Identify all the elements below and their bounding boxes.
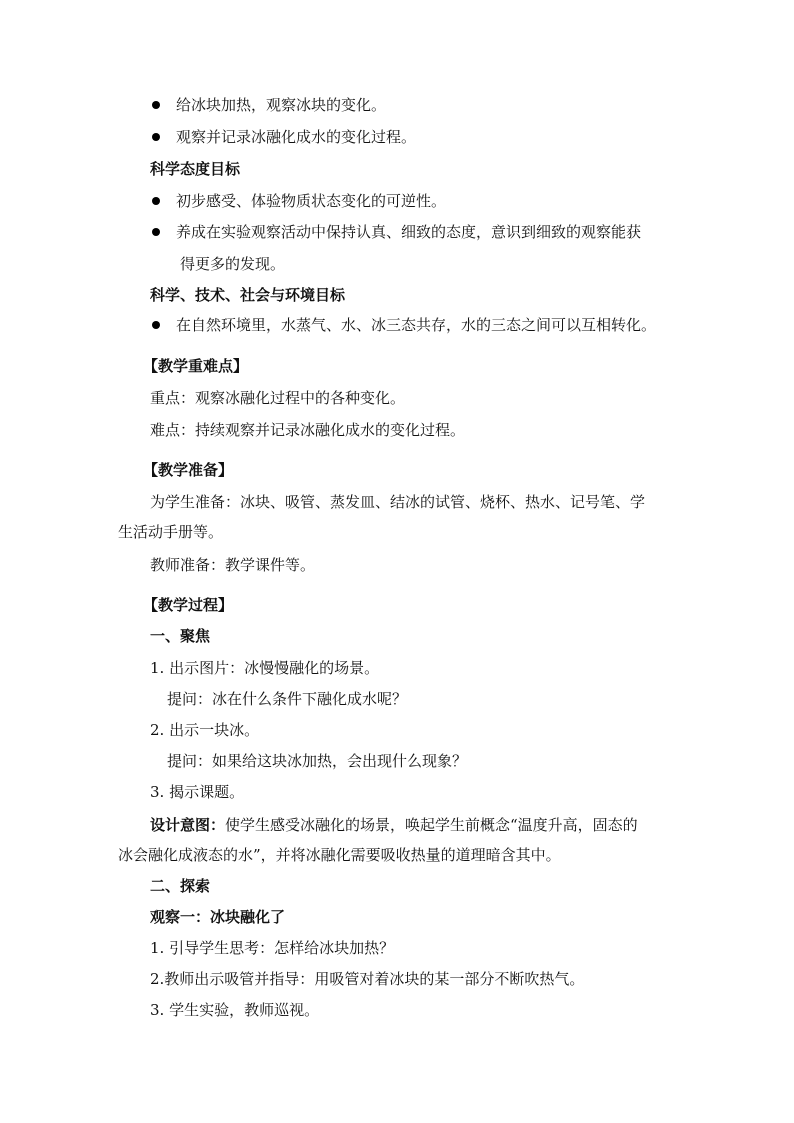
prep-student-line1: 为学生准备：冰块、吸管、蒸发皿、结冰的试管、烧杯、热水、记号笔、学	[150, 493, 646, 511]
bullet-dot	[152, 197, 160, 205]
s1-item2: 2. 出示一块冰。	[150, 721, 260, 739]
s1-question1: 提问：冰在什么条件下融化成水呢？	[167, 690, 408, 708]
s1-item3: 3. 揭示课题。	[150, 783, 245, 801]
prep-teacher: 教师准备：教学课件等。	[150, 556, 316, 574]
goal-bullet-text: 给冰块加热，观察冰块的变化。	[176, 96, 387, 114]
bullet-dot	[152, 133, 160, 141]
s2-item2: 2.教师出示吸管并指导：用吸管对着冰块的某一部分不断吹热气。	[150, 970, 585, 988]
s2-item3: 3. 学生实验，教师巡视。	[150, 1001, 320, 1019]
prep-student-line2: 生活动手册等。	[118, 523, 224, 541]
s1-question2: 提问：如果给这块冰加热，会出现什么现象？	[167, 752, 468, 770]
key-points-heading: 【教学重难点】	[143, 357, 249, 375]
section2-heading: 二、探索	[150, 877, 211, 895]
focus-text: 重点：观察冰融化过程中的各种变化。	[150, 389, 406, 407]
s2-item1: 1. 引导学生思考：怎样给冰块加热？	[150, 939, 395, 957]
attitude-bullet-text: 初步感受、体验物质状态变化的可逆性。	[176, 192, 447, 210]
design-intent-line2: 冰会融化成液态的水”，并将冰融化需要吸收热量的道理暗含其中。	[118, 846, 561, 864]
sts-heading: 科学、技术、社会与环境目标	[150, 286, 346, 304]
attitude-heading: 科学态度目标	[150, 160, 241, 178]
process-heading: 【教学过程】	[143, 596, 234, 614]
attitude-bullet-continuation: 得更多的发现。	[180, 255, 286, 273]
section1-heading: 一、聚焦	[150, 627, 211, 645]
sts-bullet-text: 在自然环境里，水蒸气、水、冰三态共存，水的三态之间可以互相转化。	[176, 316, 657, 334]
design-intent-line1	[150, 815, 638, 835]
s1-item1: 1. 出示图片：冰慢慢融化的场景。	[150, 659, 380, 677]
design-intent-label: 设计意图：	[150, 816, 226, 834]
design-intent-text: 使学生感受冰融化的场景，唤起学生前概念“温度升高，固态的	[225, 816, 638, 834]
bullet-dot	[152, 101, 160, 109]
prep-heading: 【教学准备】	[143, 461, 234, 479]
bullet-dot	[152, 228, 160, 236]
difficulty-text: 难点：持续观察并记录冰融化成水的变化过程。	[150, 421, 466, 439]
observation1-heading: 观察一：冰块融化了	[150, 908, 286, 926]
bullet-dot	[152, 321, 160, 329]
goal-bullet-text: 观察并记录冰融化成水的变化过程。	[176, 128, 417, 146]
attitude-bullet-text: 养成在实验观察活动中保持认真、细致的态度，意识到细致的观察能获	[176, 223, 642, 241]
